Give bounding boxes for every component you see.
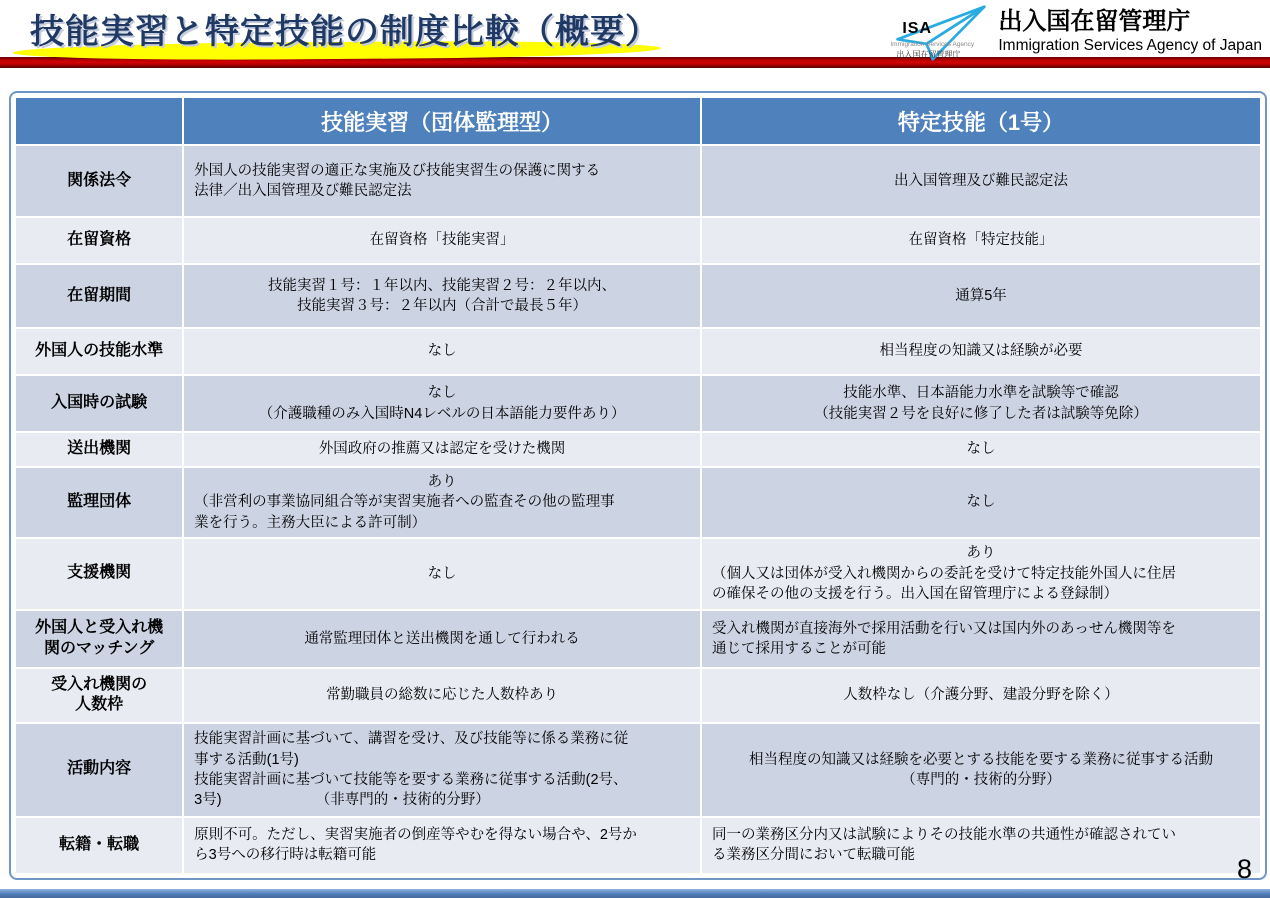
row-label: 外国人の技能水準	[16, 329, 182, 374]
row-label: 監理団体	[16, 468, 182, 537]
logo-caption-en: Immigration Services Agency	[890, 41, 975, 48]
cell-tokutei-ginou: 技能水準、日本語能力水準を試験等で確認 （技能実習２号を良好に修了した者は試験等免除）	[702, 376, 1260, 431]
table-row	[16, 265, 1260, 327]
cell-tokutei-ginou: 受入れ機関が直接海外で採用活動を行い又は国内外のあっせん機関等を 通じて採用することが可能	[702, 611, 1260, 667]
cell-ginou-jisshu: 技能実習計画に基づいて、講習を受け、及び技能等に係る業務に従 事する活動(1号) 技能実習計画に基づいて技能等を要する業務に従事する活動(2号、 3号) （非専門的・技術的分野）	[184, 724, 700, 816]
cell-tokutei-ginou: 出入国管理及び難民認定法	[702, 146, 1260, 216]
cell-tokutei-ginou: 在留資格「特定技能」	[702, 218, 1260, 263]
table-row	[16, 433, 1260, 466]
row-label: 外国人と受入れ機 関のマッチング	[16, 611, 182, 667]
row-label: 転籍・転職	[16, 818, 182, 873]
table-header-row	[16, 98, 1260, 144]
agency-name-ja: 出入国在留管理庁	[998, 8, 1191, 35]
footer-blue-bar	[0, 889, 1270, 898]
table-row	[16, 611, 1260, 667]
agency-branding	[890, 5, 1262, 61]
cell-tokutei-ginou: 相当程度の知識又は経験を必要とする技能を要する業務に従事する活動 （専門的・技術的分野）	[702, 724, 1260, 816]
cell-tokutei-ginou: 通算5年	[702, 265, 1260, 327]
comparison-table-frame	[9, 91, 1267, 880]
row-label: 送出機関	[16, 433, 182, 466]
column-header-ginou-jisshu: 技能実習（団体監理型）	[184, 98, 700, 144]
cell-tokutei-ginou: なし	[702, 433, 1260, 466]
cell-ginou-jisshu: 在留資格「技能実習」	[184, 218, 700, 263]
cell-ginou-jisshu: なし	[184, 329, 700, 374]
cell-ginou-jisshu: 原則不可。ただし、実習実施者の倒産等やむを得ない場合や、2号か ら3号への移行時は転籍可能	[184, 818, 700, 873]
row-label: 活動内容	[16, 724, 182, 816]
cell-ginou-jisshu: 外国政府の推薦又は認定を受けた機関	[184, 433, 700, 466]
table-row	[16, 724, 1260, 816]
table-row	[16, 376, 1260, 431]
table-row	[16, 669, 1260, 722]
cell-tokutei-ginou: なし	[702, 468, 1260, 537]
table-row	[16, 818, 1260, 873]
row-label: 在留資格	[16, 218, 182, 263]
table-row	[16, 468, 1260, 537]
row-label: 在留期間	[16, 265, 182, 327]
table-row	[16, 539, 1260, 609]
corner-cell	[16, 98, 182, 144]
agency-name-en: Immigration Services Agency of Japan	[998, 37, 1262, 55]
logo-acronym: ISA	[902, 20, 933, 37]
column-header-tokutei-ginou: 特定技能（1号）	[702, 98, 1260, 144]
isa-logo	[890, 5, 990, 61]
cell-ginou-jisshu: なし	[184, 539, 700, 609]
row-label: 関係法令	[16, 146, 182, 216]
cell-ginou-jisshu: 外国人の技能実習の適正な実施及び技能実習生の保護に関する 法律／出入国管理及び難民認定法	[184, 146, 700, 216]
table-row	[16, 146, 1260, 216]
comparison-table	[14, 96, 1262, 875]
agency-names	[998, 5, 1262, 57]
cell-ginou-jisshu: 技能実習１号：１年以内、技能実習２号：２年以内、 技能実習３号：２年以内（合計で最長５年）	[184, 265, 700, 327]
table-row	[16, 329, 1260, 374]
row-label: 入国時の試験	[16, 376, 182, 431]
cell-ginou-jisshu: あり （非営利の事業協同組合等が実習実施者への監査その他の監理事 業を行う。主務大臣による許可制）	[184, 468, 700, 537]
logo-caption-ja: 出入国在留管理庁	[896, 50, 961, 59]
cell-tokutei-ginou: あり （個人又は団体が受入れ機関からの委託を受けて特定技能外国人に住居 の確保その他の支援を行う。出入国在留管理庁による登録制）	[702, 539, 1260, 609]
page-number: 8	[1236, 854, 1252, 884]
cell-tokutei-ginou: 同一の業務区分内又は試験によりその技能水準の共通性が確認されてい る業務区分間において転職可能	[702, 818, 1260, 873]
row-label: 支援機関	[16, 539, 182, 609]
row-label: 受入れ機関の 人数枠	[16, 669, 182, 722]
cell-ginou-jisshu: なし （介護職種のみ入国時N4レベルの日本語能力要件あり）	[184, 376, 700, 431]
cell-ginou-jisshu: 通常監理団体と送出機関を通して行われる	[184, 611, 700, 667]
cell-tokutei-ginou: 相当程度の知識又は経験が必要	[702, 329, 1260, 374]
page-title: 技能実習と特定技能の制度比較（概要）	[30, 13, 660, 51]
cell-tokutei-ginou: 人数枠なし（介護分野、建設分野を除く）	[702, 669, 1260, 722]
table-row	[16, 218, 1260, 263]
cell-ginou-jisshu: 常勤職員の総数に応じた人数枠あり	[184, 669, 700, 722]
